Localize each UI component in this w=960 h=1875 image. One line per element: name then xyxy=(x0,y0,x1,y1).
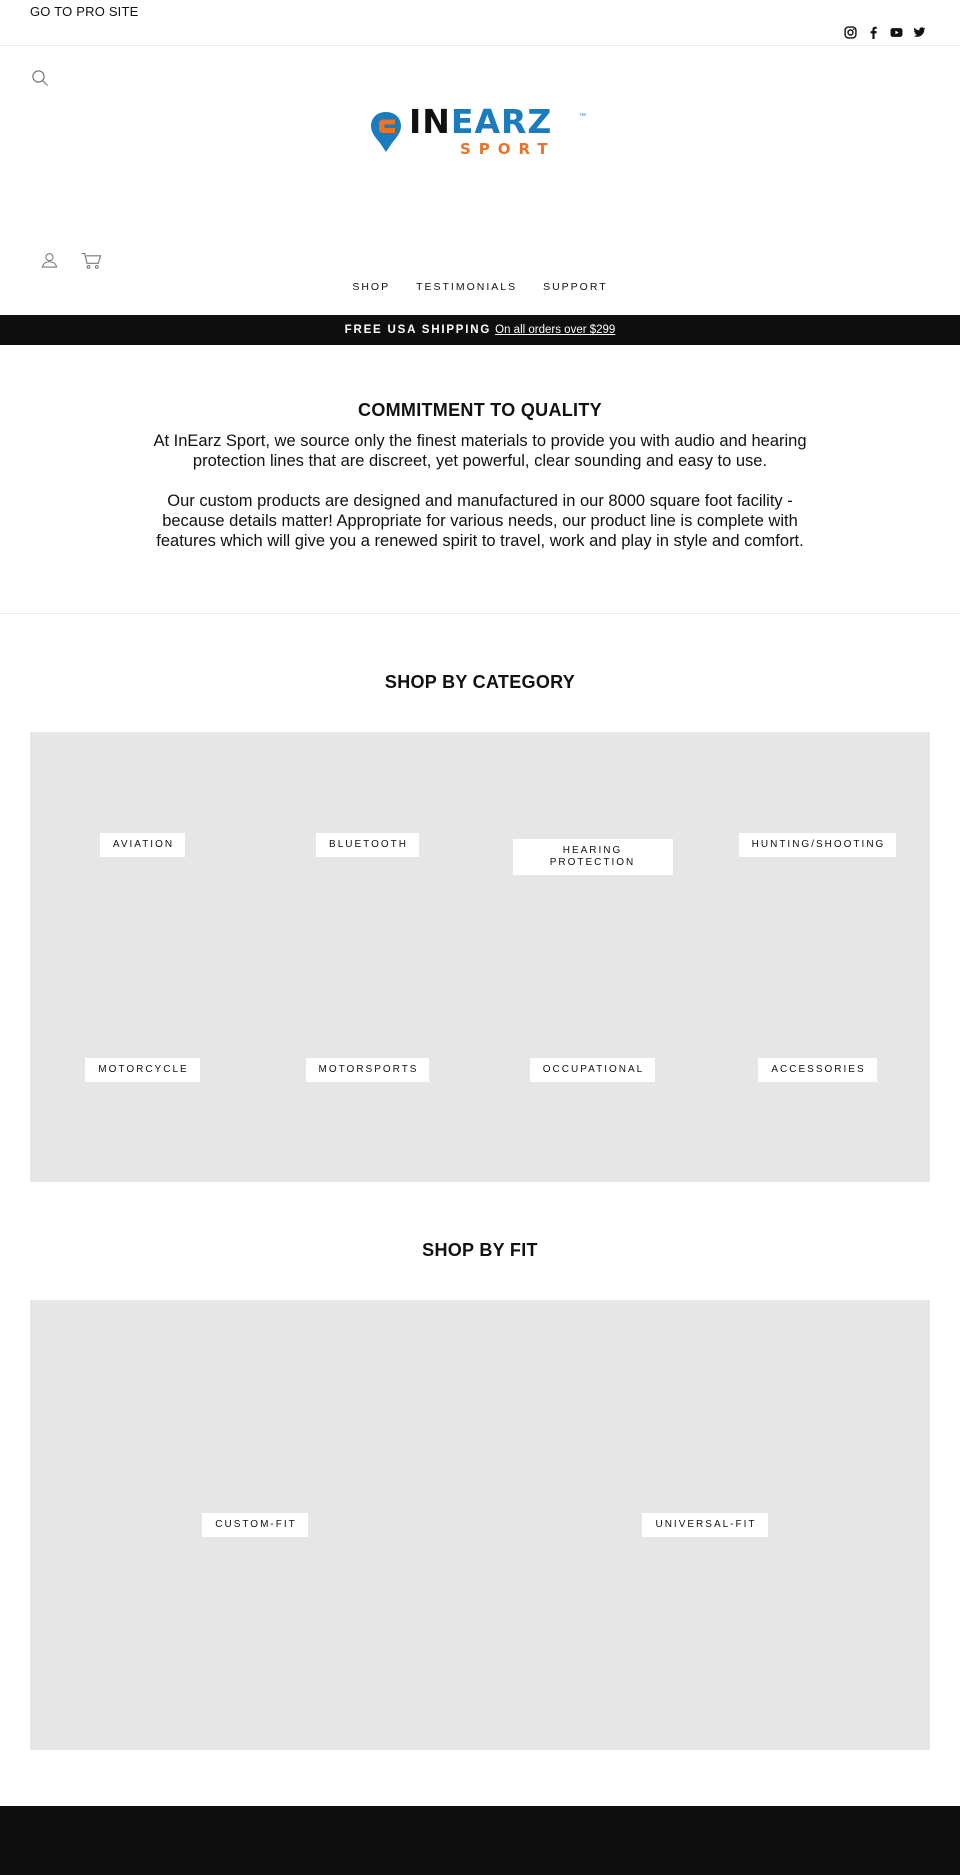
main-nav xyxy=(0,281,960,293)
fit-tile-custom[interactable] xyxy=(30,1300,480,1750)
category-tile-hearing-protection[interactable] xyxy=(480,732,705,982)
fit-label-custom[interactable]: CUSTOM-FIT xyxy=(202,1513,307,1537)
category-grid xyxy=(30,732,930,1182)
footer xyxy=(0,1806,960,1875)
nav-item-shop[interactable]: SHOP xyxy=(352,281,391,293)
cart-icon[interactable] xyxy=(81,252,102,270)
category-tile-aviation[interactable] xyxy=(30,732,255,957)
fit-label-universal[interactable]: UNIVERSAL-FIT xyxy=(642,1513,767,1537)
announcement-headline: FREE USA SHIPPING xyxy=(344,324,492,336)
category-label-hearing-protection[interactable]: HEARING PROTECTION xyxy=(513,839,673,875)
category-label-aviation[interactable]: AVIATION xyxy=(100,833,185,857)
go-to-pro-site-link[interactable]: GO TO PRO SITE xyxy=(30,4,139,19)
social-links xyxy=(844,26,926,39)
category-tile-accessories[interactable] xyxy=(705,957,930,1182)
logo-wordmark: INEARZ xyxy=(409,102,553,141)
announcement-bar xyxy=(0,315,960,345)
logo-mark-icon xyxy=(369,110,403,154)
youtube-icon[interactable] xyxy=(890,26,903,39)
twitter-icon[interactable] xyxy=(913,26,926,39)
nav-item-testimonials[interactable]: TESTIMONIALS xyxy=(416,281,518,293)
search-icon[interactable] xyxy=(31,69,49,87)
category-tile-motorsports[interactable] xyxy=(255,957,480,1182)
site-logo[interactable] xyxy=(369,102,591,158)
shop-by-fit-title: SHOP BY FIT xyxy=(422,1240,538,1260)
logo-trademark: ™ xyxy=(579,113,586,120)
fit-grid xyxy=(30,1300,930,1750)
quality-section xyxy=(0,400,960,551)
account-icon[interactable] xyxy=(41,251,58,269)
quality-title: COMMITMENT TO QUALITY xyxy=(358,400,602,420)
fit-tile-universal[interactable] xyxy=(480,1300,930,1750)
category-label-bluetooth[interactable]: BLUETOOTH xyxy=(316,833,419,857)
category-tile-bluetooth[interactable] xyxy=(255,732,480,957)
facebook-icon[interactable] xyxy=(867,26,880,39)
announcement-link[interactable]: On all orders over $299 xyxy=(495,324,616,336)
category-label-accessories[interactable]: ACCESSORIES xyxy=(758,1058,876,1082)
category-tile-hunting-shooting[interactable] xyxy=(705,732,930,957)
top-bar xyxy=(0,0,960,46)
logo-sport-text: SPORT xyxy=(460,140,556,158)
shop-by-category-title: SHOP BY CATEGORY xyxy=(384,672,576,692)
category-tile-occupational[interactable] xyxy=(480,957,705,1182)
section-divider xyxy=(0,613,960,614)
quality-paragraph-1: At InEarz Sport, we source only the finest materials to provide you with audio and hearing protection lines that are discreet, yet powerful, clear sounding and easy to use. xyxy=(153,432,807,470)
nav-item-support[interactable]: SUPPORT xyxy=(543,281,608,293)
category-label-motorsports[interactable]: MOTORSPORTS xyxy=(306,1058,430,1082)
category-label-motorcycle[interactable]: MOTORCYCLE xyxy=(85,1058,199,1082)
category-label-hunting-shooting[interactable]: HUNTING/SHOOTING xyxy=(739,833,897,857)
category-tile-motorcycle[interactable] xyxy=(30,957,255,1182)
quality-paragraph-2: Our custom products are designed and manufactured in our 8000 square foot facility - because details matter! Appropriate for various needs, our product line is complete with features which will give you a renewed spirit to travel, work and play in style and comfort. xyxy=(156,492,804,550)
instagram-icon[interactable] xyxy=(844,26,857,39)
category-label-occupational[interactable]: OCCUPATIONAL xyxy=(530,1058,655,1082)
